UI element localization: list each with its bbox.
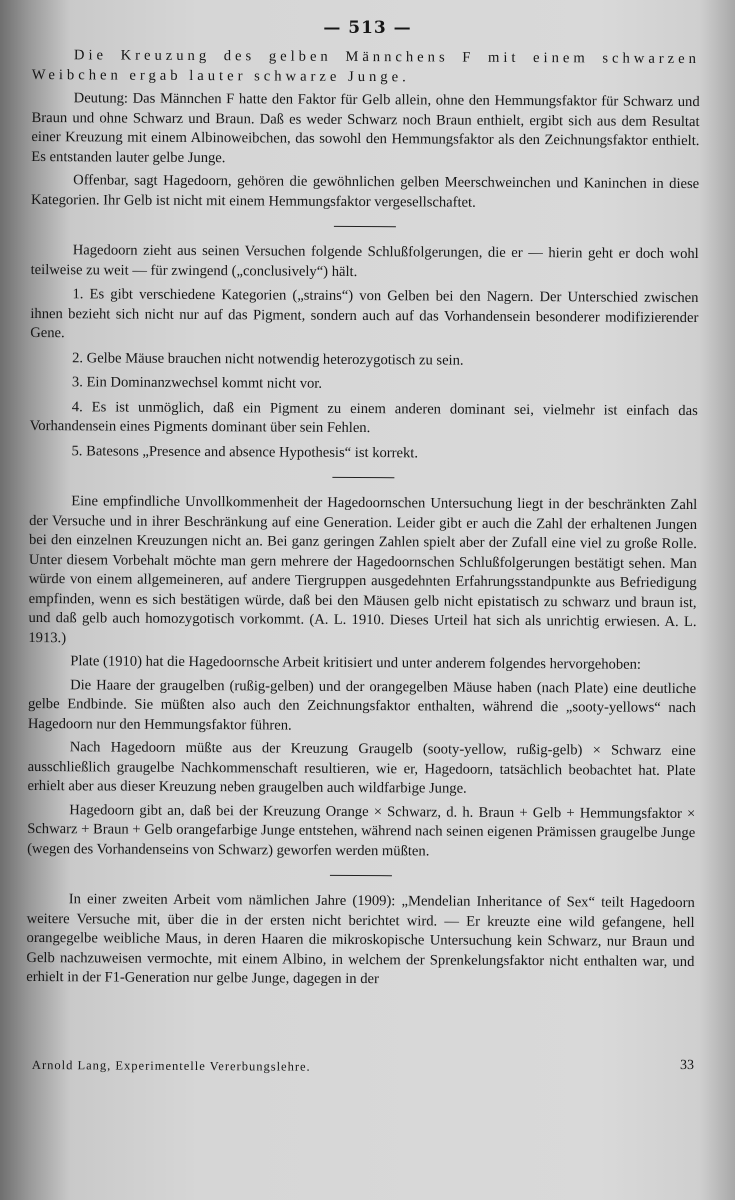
page-footer xyxy=(32,1058,700,1077)
section-divider xyxy=(334,226,396,227)
paragraph-plate-point-1: Die Haare der graugelben (rußig-gelben) und der orangegelben Mäuse haben (nach Plate) eine deutliche gelbe Endbinde. Sie müßten also auch den Zeichnungsfaktor enthalten, während die „sooty-yellows“ nach Hagedoorn nur den Hemmungsfaktor führen. xyxy=(27,676,697,734)
section-conclusions xyxy=(29,241,698,465)
page-number: — 513 — xyxy=(323,18,412,38)
conclusion-item: 4. Es ist unmöglich, daß ein Pigment zu einem anderen dominant sei, vielmehr ist einfach das Vorhandensein eines Pigments dominant über sein Fehlen. xyxy=(29,398,698,437)
section-critique xyxy=(27,492,697,863)
signature-mark: 33 xyxy=(679,1057,695,1074)
section-divider xyxy=(330,875,392,876)
section-cross-results xyxy=(31,46,700,214)
section-second-work xyxy=(26,890,695,992)
running-footer: Arnold Lang, Experimentelle Vererbungslehre. xyxy=(31,1058,311,1074)
paragraph-plate: Plate (1910) hat die Hagedoornsche Arbeit kritisiert und unter anderem folgendes hervorgehoben: xyxy=(70,653,642,673)
conclusion-item: 1. Es gibt verschiedene Kategorien („strains“) von Gelben bei den Nagern. Der Unterschied zwischen ihnen bezieht sich nicht nur auf das Pigment, sondern auch auf das Vorhandensein besonderer modifizierender Gene. xyxy=(30,286,699,342)
paragraph-cross-f: Die Kreuzung des gelben Männchens F mit einem schwarzen Weibchen ergab lauter schwarze Junge. xyxy=(31,47,700,85)
section-divider xyxy=(332,477,394,478)
paragraph-plate-point-3: Hagedoorn gibt an, daß bei der Kreuzung Orange × Schwarz, d. h. Braun + Gelb + Hemmungsfaktor × Schwarz + Braun + Gelb orangefarbige Junge entstehen, während nach seinen eigenen Prämissen graugelbe Junge (wegen des Vorhandenseins von Schwarz) geworfen werden müßten. xyxy=(27,801,696,859)
paragraph-offenbar: Offenbar, sagt Hagedoorn, gehören die gewöhnlichen gelben Meerschweinchen und Kaninchen in diese Kategorien. Ihr Gelb ist nicht mit einem Hemmungsfaktor vergesellschaftet. xyxy=(31,172,700,211)
paragraph-second-work: In einer zweiten Arbeit vom nämlichen Jahre (1909): „Mendelian Inheritance of Sex“ teilt Hagedoorn weitere Versuche mit, über die in der ersten nicht berichtet wird. — Er kreuzte eine wild gefangene, hell orangegelbe weibliche Maus, in deren Haaren die mikroskopische Untersuchung kein Schwarz, nur Braun und Gelb nachzuweisen vermochte, mit einem Albino, in welchem der Sprenkelungsfaktor nicht enthalten war, und erhielt in der F1-Generation nur gelbe Junge, dagegen in der xyxy=(26,891,695,988)
paragraph-critique: Eine empfindliche Unvollkommenheit der Hagedoornschen Untersuchung liegt in der beschränkten Zahl der Versuche und in ihrer Beschränkung auf eine Generation. Leider gibt er auch die Zahl der erhaltenen Jungen bei den einzelnen Kreuzungen nicht an. Bei ganz geringen Zahlen spielt aber der Zufall eine viel zu große Rolle. Unter diesem Vorbehalt möchte man gern mehrere der Hagedoornschen Schlußfolgerungen bestätigt sehen. Man würde von einem allgemeineren, auf andere Tiergruppen ausgedehnten Erfahrungsstandpunkte aus Befriedigung empfinden, wenn es sich bestätigen würde, daß bei den Mäusen gelb nicht epistatisch zu schwarz und braun ist, und daß gelb auch homozygotisch vorkommt. (A. L. 1910. Dieses Urteil hat sich als unrichtig erwiesen. A. L. 1913.) xyxy=(28,493,698,646)
conclusion-item: 3. Ein Dominanzwechsel kommt nicht vor. xyxy=(71,374,323,392)
paragraph-conclusions-intro: Hagedoorn zieht aus seinen Versuchen folgende Schlußfolgerungen, die er — hierin geht er doch wohl teilweise zu weit — für zwingend („conclusively“) hält. xyxy=(30,242,699,280)
page-body xyxy=(26,46,700,996)
paragraph-deutung: Deutung: Das Männchen F hatte den Faktor für Gelb allein, ohne den Hemmungsfaktor für Schwarz und Braun und ohne Schwarz und Braun. Daß es weder Schwarz noch Braun enthielt, ergibt sich aus dem Resultat einer Kreuzung mit einem Albinoweibchen, das sowohl den Hemmungsfaktor als den Zeichnungsfaktor enthielt. Es entstanden lauter gelbe Junge. xyxy=(31,90,700,166)
conclusion-item: 2. Gelbe Mäuse brauchen nicht notwendig heterozygotisch zu sein. xyxy=(72,349,464,369)
conclusion-item: 5. Batesons „Presence and absence Hypothesis“ ist korrekt. xyxy=(71,442,419,461)
paragraph-plate-point-2: Nach Hagedoorn müßte aus der Kreuzung Graugelb (sooty-yellow, rußig-gelb) × Schwarz eine ausschließlich graugelbe Nachkommenschaft resultieren, wie er, Hagedoorn, tatsächlich beobachtet hat. Plate erhielt aber aus dieser Kreuzung neben graugelben auch wildfarbige Junge. xyxy=(27,739,696,797)
